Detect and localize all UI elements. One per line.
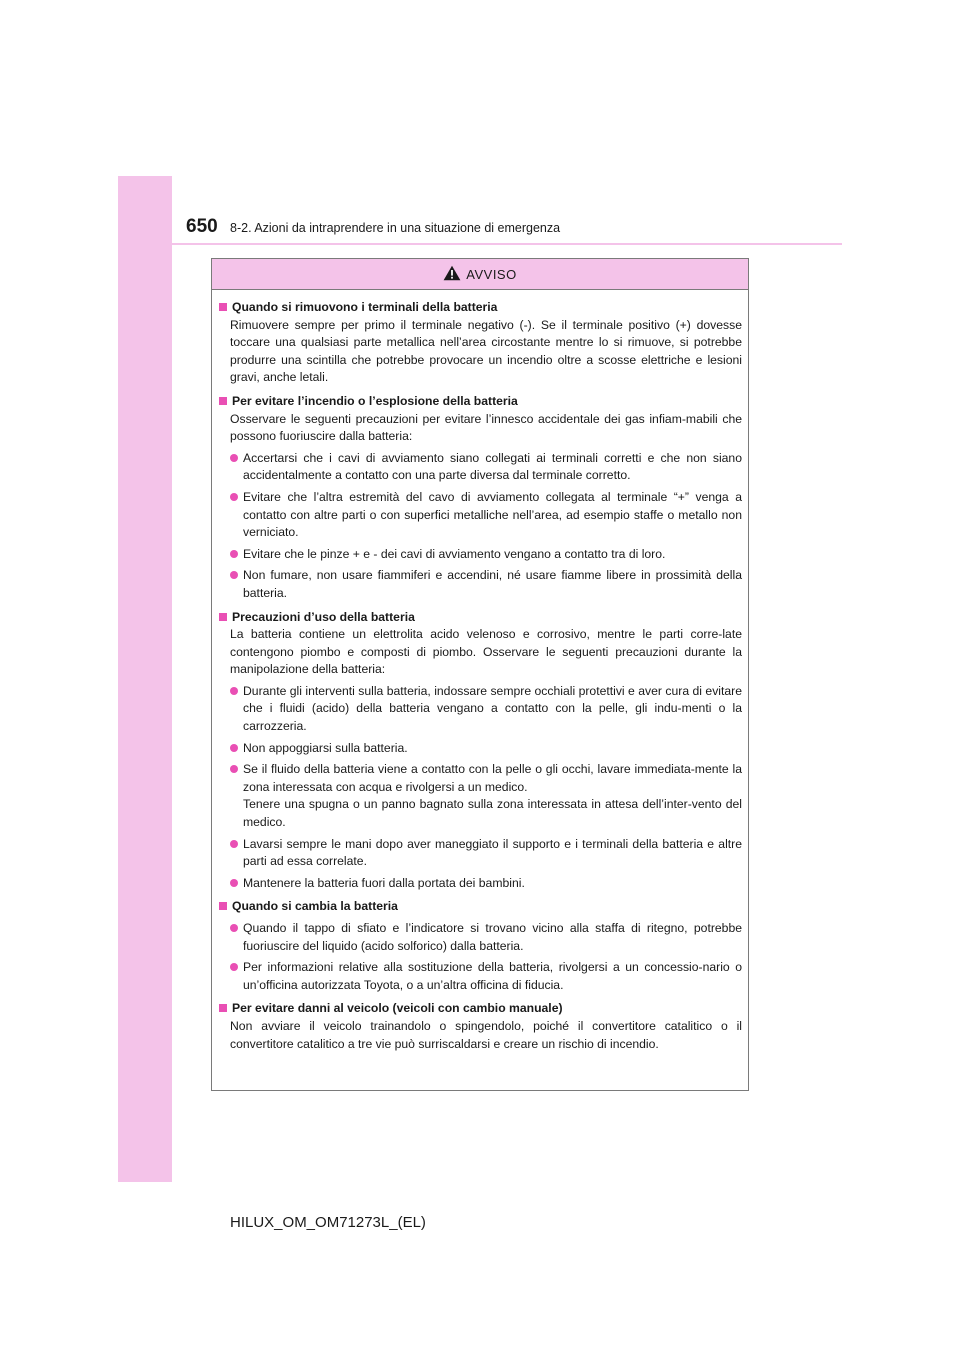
- section-heading-text: Per evitare danni al veicolo (veicoli con cambio manuale): [232, 1001, 563, 1016]
- section-heading: [218, 393, 742, 411]
- bullet-item: [218, 875, 742, 893]
- circle-bullet-icon: [230, 879, 238, 887]
- square-bullet-icon: [219, 1004, 227, 1012]
- circle-bullet-icon: [230, 744, 238, 752]
- warning-box: [211, 258, 749, 1091]
- section-paragraph: Osservare le seguenti precauzioni per evitare l’innesco accidentale dei gas infiam-mabili che possono fuoriuscire dalla batteria:: [230, 411, 742, 444]
- warning-header: [212, 259, 748, 290]
- bullet-text: Non appoggiarsi sulla batteria.: [243, 740, 408, 755]
- bullet-item: [218, 546, 742, 564]
- bullet-text: Durante gli interventi sulla batteria, indossare sempre occhiali protettivi e aver cura di evitare che i fluidi (acido) della batteria vengano a contatto con la pelle, gli indu-menti o la carrozzeria.: [243, 683, 742, 734]
- bullet-item: [218, 740, 742, 758]
- bullet-text: Accertarsi che i cavi di avviamento siano collegati ai terminali corretti e che non siano accidentalmente a contatto con una parte diversa dal terminale corretto.: [243, 450, 742, 483]
- warning-section: [218, 898, 742, 994]
- bullet-item: [218, 567, 742, 602]
- section-heading-text: Precauzioni d’uso della batteria: [232, 609, 415, 624]
- warning-section: [218, 609, 742, 893]
- bullet-item: [218, 959, 742, 994]
- bullet-text: Evitare che l’altra estremità del cavo di avviamento collegata al terminale “+” venga a contatto con altre parti o con superfici metalliche nell’area, ad esempio staffe o metallo non verniciato.: [243, 489, 742, 540]
- circle-bullet-icon: [230, 963, 238, 971]
- bullet-text: Mantenere la batteria fuori dalla portata dei bambini.: [243, 875, 525, 890]
- chapter-sidebar-tab: [118, 176, 172, 1182]
- bullet-text: Per informazioni relative alla sostituzione della batteria, rivolgersi a un concessio-nario o un’officina autorizzata Toyota, o a un’altra officina di fiducia.: [243, 960, 742, 992]
- warning-section: [218, 1000, 742, 1053]
- square-bullet-icon: [219, 303, 227, 311]
- section-heading-text: Quando si cambia la batteria: [232, 899, 398, 914]
- bullet-text: Se il fluido della batteria viene a contatto con la pelle o gli occhi, lavare immediata-mente la zona interessata con acqua e rivolgersi a un medico. Tenere una spugna o un panno bagnato sulla zona interessata in attesa dell’inter-vento del medico.: [243, 762, 742, 830]
- bullet-item: [218, 683, 742, 736]
- circle-bullet-icon: [230, 924, 238, 932]
- section-heading-text: Per evitare l’incendio o l’esplosione della batteria: [232, 393, 518, 408]
- bullet-item: [218, 761, 742, 831]
- circle-bullet-icon: [230, 765, 238, 773]
- bullet-text: Lavarsi sempre le mani dopo aver maneggiato il supporto e i terminali della batteria e altre parti ad essa correlate.: [243, 836, 742, 869]
- circle-bullet-icon: [230, 840, 238, 848]
- section-heading: [218, 898, 742, 916]
- bullet-text: Non fumare, non usare fiammiferi e accendini, né usare fiamme libere in prossimità della batteria.: [243, 568, 742, 600]
- section-heading: [218, 299, 742, 317]
- bullet-item: [218, 920, 742, 955]
- circle-bullet-icon: [230, 550, 238, 558]
- document-code: HILUX_OM_OM71273L_(EL): [230, 1214, 426, 1231]
- warning-section: [218, 393, 742, 603]
- section-heading: [218, 609, 742, 627]
- bullet-item: [218, 450, 742, 485]
- warning-triangle-icon: [443, 265, 461, 281]
- circle-bullet-icon: [230, 454, 238, 462]
- bullet-item: [218, 489, 742, 542]
- page-number: 650: [186, 216, 218, 237]
- section-paragraph: Non avviare il veicolo trainandolo o spingendolo, poiché il convertitore catalitico o il convertitore catalitico a tre vie può surriscaldarsi e creare un rischio di incendio.: [230, 1018, 742, 1051]
- section-heading-text: Quando si rimuovono i terminali della batteria: [232, 300, 498, 314]
- bullet-text: Quando il tappo di sfiato e l’indicatore si trovano vicino alla staffa di ritegno, potrebbe fuoriuscire del liquido (acido solforico) dalla batteria.: [243, 921, 742, 953]
- warning-label: AVVISO: [466, 266, 517, 282]
- circle-bullet-icon: [230, 571, 238, 579]
- section-heading: [218, 1000, 742, 1018]
- square-bullet-icon: [219, 902, 227, 910]
- header-rule: [172, 243, 842, 245]
- section-paragraph: Rimuovere sempre per primo il terminale negativo (-). Se il terminale positivo (+) dovesse toccare una qualsiasi parte metallica nell’area circostante mentre lo si rimuove, si potrebbe produrre una scintilla che potrebbe provocare un incendio oltre a scosse elettriche e lesioni gravi, anche letali.: [230, 317, 742, 385]
- bullet-item: [218, 836, 742, 871]
- section-title: 8-2. Azioni da intraprendere in una situazione di emergenza: [230, 221, 561, 235]
- square-bullet-icon: [219, 613, 227, 621]
- warning-body: [212, 290, 748, 1053]
- bullet-text: Evitare che le pinze + e - dei cavi di avviamento vengano a contatto tra di loro.: [243, 546, 666, 561]
- square-bullet-icon: [219, 397, 227, 405]
- warning-section: [218, 299, 742, 387]
- circle-bullet-icon: [230, 493, 238, 501]
- circle-bullet-icon: [230, 687, 238, 695]
- section-paragraph: La batteria contiene un elettrolita acido velenoso e corrosivo, mentre le parti corre-late contengono piombo e composti di piombo. Osservare le seguenti precauzioni durante la manipolazione della batteria:: [230, 627, 742, 677]
